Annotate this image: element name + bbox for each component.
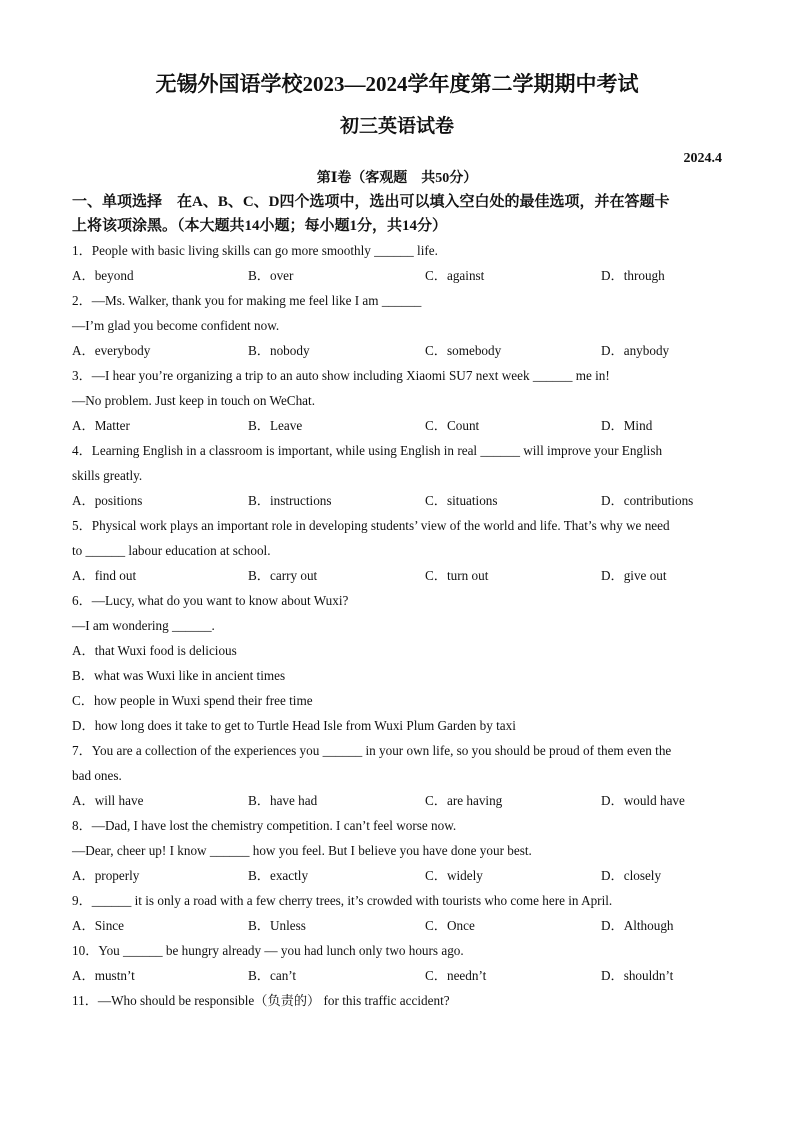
answer-option-b: B．instructions <box>248 493 332 508</box>
question-6 <box>72 588 722 738</box>
answer-option-c: C．against <box>425 268 485 283</box>
answer-options <box>72 963 722 988</box>
answer-option-c: C．widely <box>425 868 483 883</box>
question-4 <box>72 438 722 513</box>
question-line: 2．—Ms. Walker, thank you for making me feel like I am ______ <box>72 293 422 308</box>
answer-option-d: D．through <box>601 268 665 283</box>
answer-option-c: C．Once <box>425 918 475 933</box>
question-10 <box>72 938 722 988</box>
answer-option-b: B．Leave <box>248 418 303 433</box>
answer-option-c: C．are having <box>425 793 503 808</box>
question-5 <box>72 513 722 588</box>
question-line: 10．You ______ be hungry already — you had lunch only two hours ago. <box>72 943 464 958</box>
answer-options <box>72 913 722 938</box>
answer-option-d: D．Although <box>601 918 674 933</box>
answer-option-b: B．Unless <box>248 918 306 933</box>
question-line: —I’m glad you become confident now. <box>72 318 280 333</box>
answer-option-d: D．Mind <box>601 418 653 433</box>
question-9 <box>72 888 722 938</box>
answer-option-b: B．carry out <box>248 568 318 583</box>
answer-option-a: A．mustn’t <box>72 968 135 983</box>
question-line: 4．Learning English in a classroom is important, while using English in real ______ will improve your English <box>72 443 663 458</box>
answer-option-b: B．nobody <box>248 343 310 358</box>
question-line: —Dear, cheer up! I know ______ how you feel. But I believe you have done your best. <box>72 843 532 858</box>
answer-options <box>72 263 722 288</box>
exam-date: 2024.4 <box>683 151 722 166</box>
question-list <box>72 238 722 1013</box>
question-line: A．that Wuxi food is delicious <box>72 643 237 658</box>
answer-options <box>72 413 722 438</box>
answer-option-a: A．find out <box>72 568 137 583</box>
section-heading-line-1: 一、单项选择 在A、B、C、D四个选项中，选出可以填入空白处的最佳选项，并在答题卡 <box>72 194 670 210</box>
answer-option-b: B．have had <box>248 793 318 808</box>
question-line: 7．You are a collection of the experiences you ______ in your own life, so you should be proud of them even the <box>72 743 672 758</box>
answer-option-c: C．Count <box>425 418 480 433</box>
question-line: 1．People with basic living skills can go more smoothly ______ life. <box>72 243 438 258</box>
exam-title: 无锡外国语学校2023—2024学年度第二学期期中考试 <box>155 72 639 96</box>
answer-option-d: D．would have <box>601 793 685 808</box>
question-line: bad ones. <box>72 768 122 783</box>
question-3 <box>72 363 722 438</box>
answer-option-d: D．give out <box>601 568 667 583</box>
answer-option-a: A．everybody <box>72 343 151 358</box>
answer-options <box>72 338 722 363</box>
answer-options <box>72 788 722 813</box>
answer-options <box>72 488 722 513</box>
answer-option-a: A．properly <box>72 868 140 883</box>
question-line: skills greatly. <box>72 468 143 483</box>
question-line: —No problem. Just keep in touch on WeChat. <box>72 393 315 408</box>
answer-options <box>72 563 722 588</box>
answer-options <box>72 863 722 888</box>
question-line: D．how long does it take to get to Turtle Head Isle from Wuxi Plum Garden by taxi <box>72 718 516 733</box>
answer-option-d: D．closely <box>601 868 662 883</box>
answer-option-d: D．anybody <box>601 343 670 358</box>
question-line: 11．—Who should be responsible（负责的） for this traffic accident? <box>72 993 450 1008</box>
answer-option-d: D．shouldn’t <box>601 968 674 983</box>
answer-option-c: C．needn’t <box>425 968 487 983</box>
answer-option-b: B．can’t <box>248 968 297 983</box>
answer-option-c: C．situations <box>425 493 498 508</box>
answer-option-d: D．contributions <box>601 493 694 508</box>
answer-option-a: A．will have <box>72 793 144 808</box>
question-line: 3．—I hear you’re organizing a trip to an auto show including Xiaomi SU7 next week ______ me in! <box>72 368 610 383</box>
question-line: 8．—Dad, I have lost the chemistry competition. I can’t feel worse now. <box>72 818 457 833</box>
answer-option-a: A．beyond <box>72 268 134 283</box>
question-line: —I am wondering ______. <box>72 618 215 633</box>
answer-option-c: C．turn out <box>425 568 489 583</box>
question-line: to ______ labour education at school. <box>72 543 271 558</box>
section-heading-line-2: 上将该项涂黑。（本大题共14小题；每小题1分，共14分） <box>72 218 448 234</box>
answer-option-a: A．Since <box>72 918 125 933</box>
question-7 <box>72 738 722 813</box>
question-line: B．what was Wuxi like in ancient times <box>72 668 286 683</box>
answer-option-b: B．over <box>248 268 294 283</box>
question-11 <box>72 988 722 1013</box>
question-line: 9．______ it is only a road with a few cherry trees, it’s crowded with tourists who come here in April. <box>72 893 613 908</box>
question-1 <box>72 238 722 288</box>
part-heading: 第Ⅰ卷（客观题 共50分） <box>316 171 478 186</box>
question-line: C．how people in Wuxi spend their free time <box>72 693 313 708</box>
answer-option-c: C．somebody <box>425 343 502 358</box>
answer-option-a: A．Matter <box>72 418 130 433</box>
question-line: 6．—Lucy, what do you want to know about Wuxi? <box>72 593 349 608</box>
answer-option-b: B．exactly <box>248 868 309 883</box>
answer-option-a: A．positions <box>72 493 143 508</box>
question-line: 5．Physical work plays an important role in developing students’ view of the world and life. That’s why we need <box>72 518 670 533</box>
exam-subtitle: 初三英语试卷 <box>339 116 454 137</box>
question-8 <box>72 813 722 888</box>
question-2 <box>72 288 722 363</box>
